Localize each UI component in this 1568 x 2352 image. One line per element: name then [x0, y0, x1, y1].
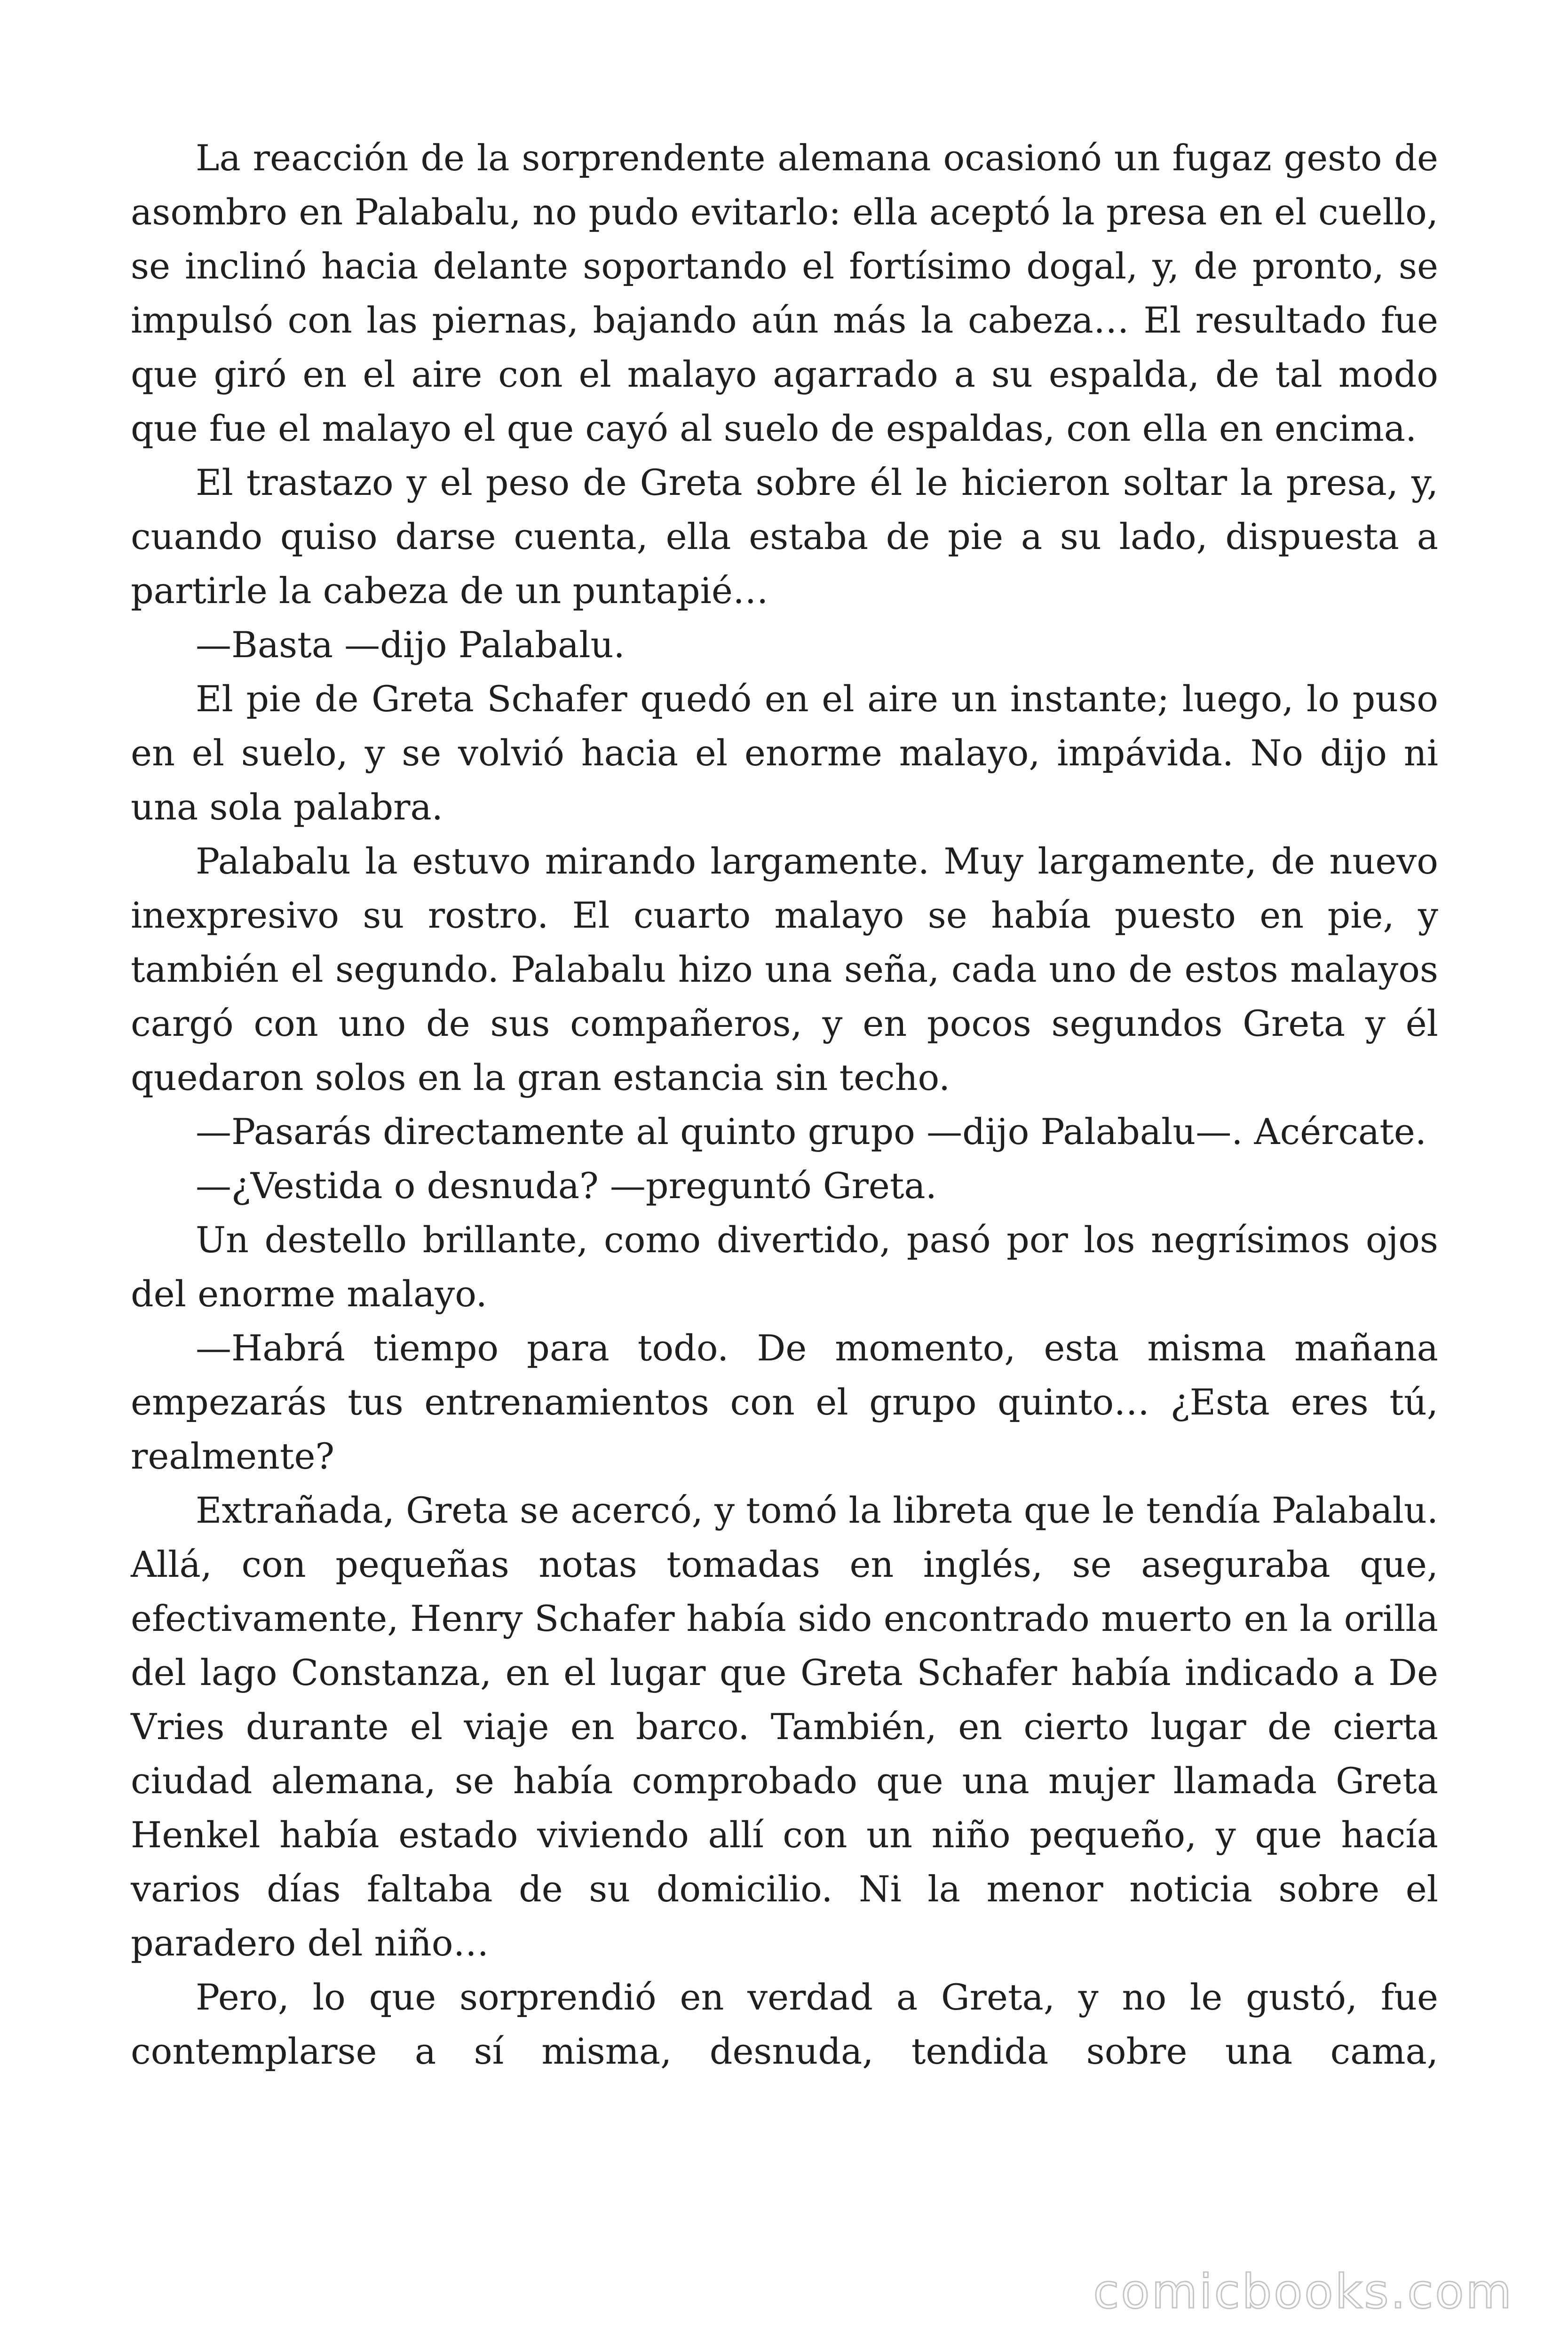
paragraph-7: —¿Vestida o desnuda? —preguntó Greta.: [196, 1165, 937, 1207]
paragraph-9: —Habrá tiempo para todo. De momento, esta misma mañana empezarás tus entrenamientos con el grupo quinto… ¿Esta eres tú, realmente?: [131, 1327, 1438, 1477]
paragraph-2: El trastazo y el peso de Greta sobre él le hicieron soltar la presa, y, cuando quiso darse cuenta, ella estaba de pie a su lado, dispuesta a partirle la cabeza de un puntapié…: [131, 461, 1438, 612]
watermark: comicbooks.com: [1093, 2264, 1513, 2319]
paragraph-1: La reacción de la sorprendente alemana ocasionó un fugaz gesto de asombro en Palabalu, no pudo evitarlo: ella aceptó la presa en el cuello, se inclinó hacia delante soportando el fortísimo dogal, y, de pronto, se impulsó con las piernas, bajando aún más la cabeza… El resultado fue que giró en el aire con el malayo agarrado a su espalda, de tal modo que fue el malayo el que cayó al suelo de espaldas, con ella en encima.: [131, 137, 1438, 449]
paragraph-8: Un destello brillante, como divertido, pasó por los negrísimos ojos del enorme malayo.: [131, 1219, 1438, 1315]
paragraph-11: Pero, lo que sorprendió en verdad a Greta, y no le gustó, fue contemplarse a sí misma, desnuda, tendida sobre una cama,: [131, 1976, 1438, 2072]
paragraph-6: —Pasarás directamente al quinto grupo —dijo Palabalu—. Acércate.: [196, 1111, 1426, 1152]
paragraph-3: —Basta —dijo Palabalu.: [196, 624, 625, 666]
paragraph-10: Extrañada, Greta se acercó, y tomó la libreta que le tendía Palabalu. Allá, con pequeñas notas tomadas en inglés, se aseguraba que, efectivamente, Henry Schafer había sido encontrado muerto en la orilla del lago Constanza, en el lugar que Greta Schafer había indicado a De Vries durante el viaje en barco. También, en cierto lugar de cierta ciudad alemana, se había comprobado que una mujer llamada Greta Henkel había estado viviendo allí con un niño pequeño, y que hacía varios días faltaba de su domicilio. Ni la menor noticia sobre el paradero del niño…: [131, 1489, 1438, 1964]
body-text: [131, 131, 1438, 2078]
paragraph-4: El pie de Greta Schafer quedó en el aire un instante; luego, lo puso en el suelo, y se volvió hacia el enorme malayo, impávida. No dijo ni una sola palabra.: [131, 678, 1438, 828]
paragraph-5: Palabalu la estuvo mirando largamente. Muy largamente, de nuevo inexpresivo su rostro. El cuarto malayo se había puesto en pie, y también el segundo. Palabalu hizo una seña, cada uno de estos malayos cargó con uno de sus compañeros, y en pocos segundos Greta y él quedaron solos en la gran estancia sin techo.: [131, 840, 1438, 1098]
